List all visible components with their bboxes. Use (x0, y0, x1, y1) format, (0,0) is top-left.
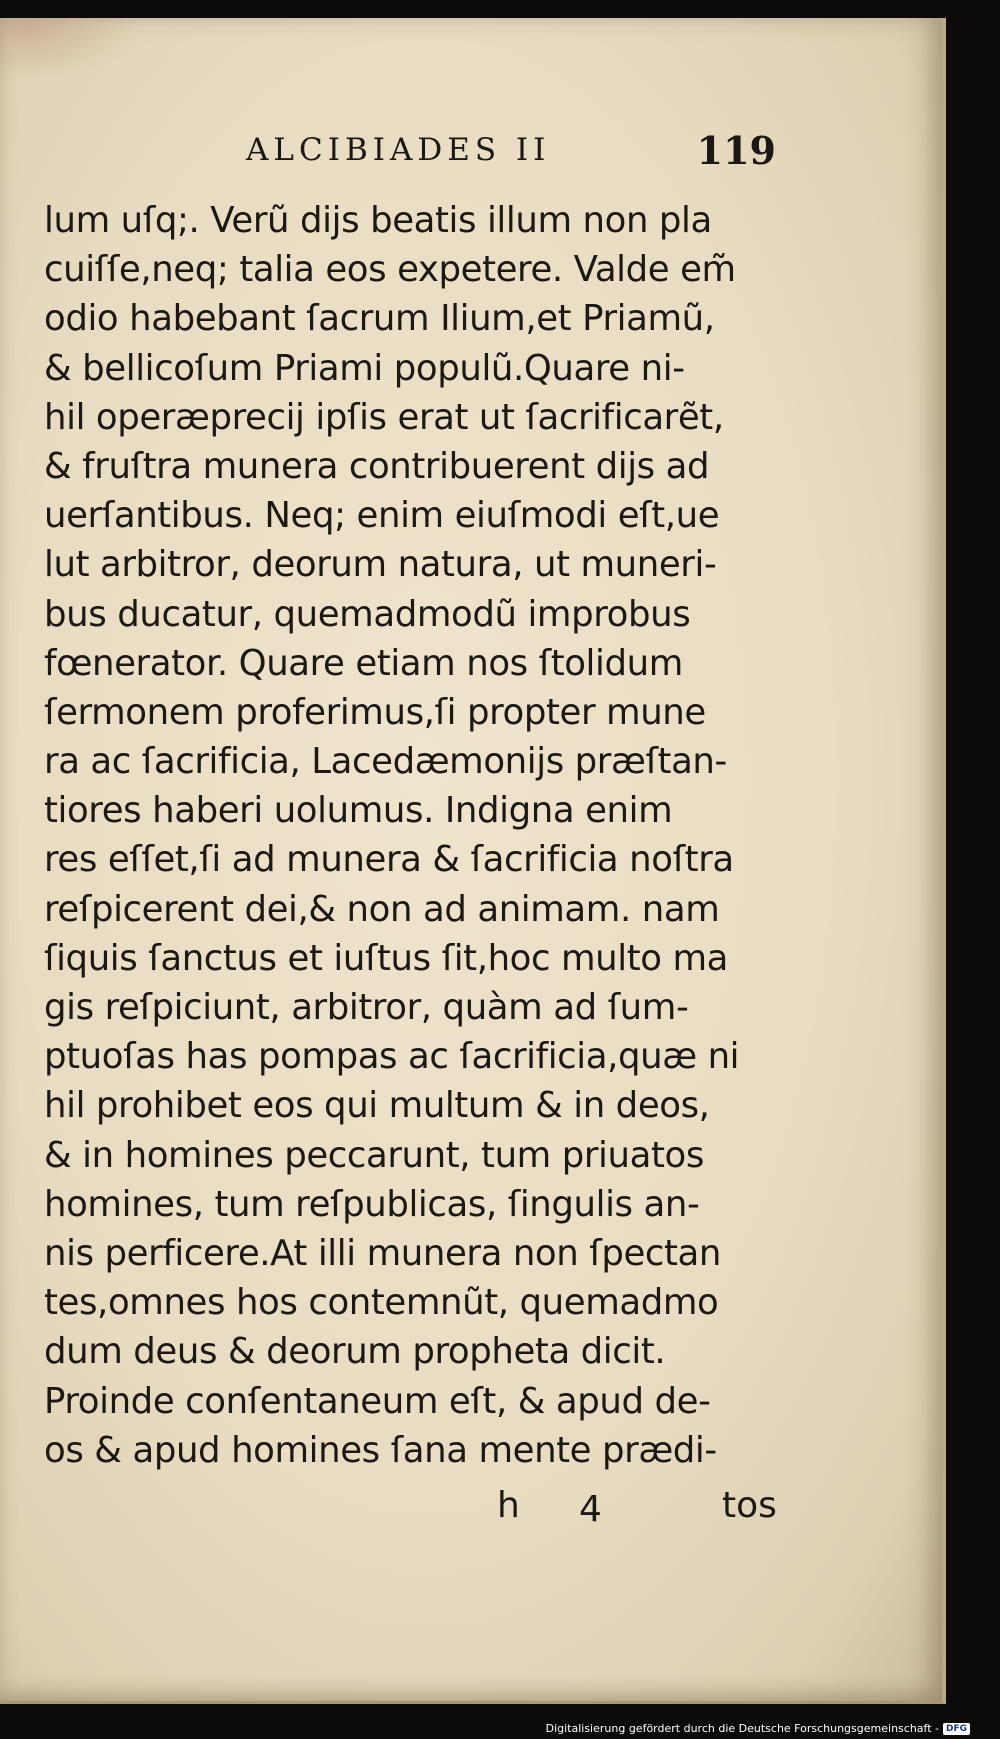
text-line: ſiquis ſanctus et iuſtus ſit,hoc multo ma (44, 937, 728, 979)
running-head (246, 128, 776, 172)
page-number: 119 (696, 128, 776, 173)
text-line: cuiſſe,neq; talia eos expetere. Valde em̃ (44, 249, 736, 291)
text-block (44, 196, 780, 1475)
running-head-title: ALCIBIADES II (246, 132, 551, 168)
signature-letter: h (497, 1485, 520, 1526)
text-line: gis reſpiciunt, arbitror, quàm ad ſum- (44, 987, 689, 1028)
text-line: fœnerator. Quare etiam nos ſtolidum (44, 642, 683, 684)
signature-number: 4 (579, 1489, 602, 1530)
text-line: ſermonem proferimus,ſi propter mune (44, 691, 706, 733)
text-line: hil operæprecij ipſis erat ut ſacrificarẽt, (44, 396, 724, 438)
text-line: lum uſq;. Verũ dijs beatis illum non pla (44, 200, 712, 241)
catchword: tos (722, 1485, 777, 1526)
text-line: lut arbitror, deorum natura, ut muneri- (44, 544, 717, 586)
credit-text: Digitalisierung gefördert durch die Deutsche Forschungsgemeinschaft - (545, 1722, 939, 1735)
digitization-credit (546, 1722, 970, 1735)
text-line: ra ac ſacrificia, Lacedæmonijs præſtan- (44, 741, 727, 783)
dfg-logo: DFG (943, 1723, 970, 1735)
text-line: bus ducatur, quemadmodũ improbus (44, 593, 691, 635)
text-line: nis perficere.At illi munera non ſpectan (44, 1232, 721, 1274)
text-line: dum deus & deorum propheta dicit. (44, 1331, 666, 1373)
text-line: tes,omnes hos contemnũt, quemadmo (44, 1282, 719, 1324)
text-line: & fruſtra munera contribuerent dijs ad (44, 445, 710, 487)
text-line: tiores haberi uolumus. Indigna enim (44, 790, 673, 832)
page-footer (0, 1485, 942, 1535)
text-line: hil prohibet eos qui multum & in deos, (44, 1085, 710, 1127)
page-stain (0, 18, 140, 78)
book-page (0, 18, 946, 1704)
text-line: os & apud homines ſana mente prædi- (44, 1429, 717, 1471)
text-line: ptuoſas has pompas ac ſacrificia,quæ ni (44, 1036, 740, 1078)
text-line: reſpicerent dei,& non ad animam. nam (44, 888, 720, 930)
text-line: uerſantibus. Neq; enim eiuſmodi eſt,ue (44, 495, 720, 537)
text-line: & in homines peccarunt, tum priuatos (44, 1134, 704, 1176)
text-line: & bellicoſum Priami populũ.Quare ni- (44, 347, 685, 389)
text-line: homines, tum reſpublicas, ſingulis an- (44, 1183, 700, 1225)
text-line: Proinde conſentaneum eſt, & apud de- (44, 1380, 711, 1422)
text-line: res eſſet,ſi ad munera & ſacrificia noſtra (44, 839, 734, 881)
text-line: odio habebant ſacrum Ilium,et Priamũ, (44, 298, 715, 340)
